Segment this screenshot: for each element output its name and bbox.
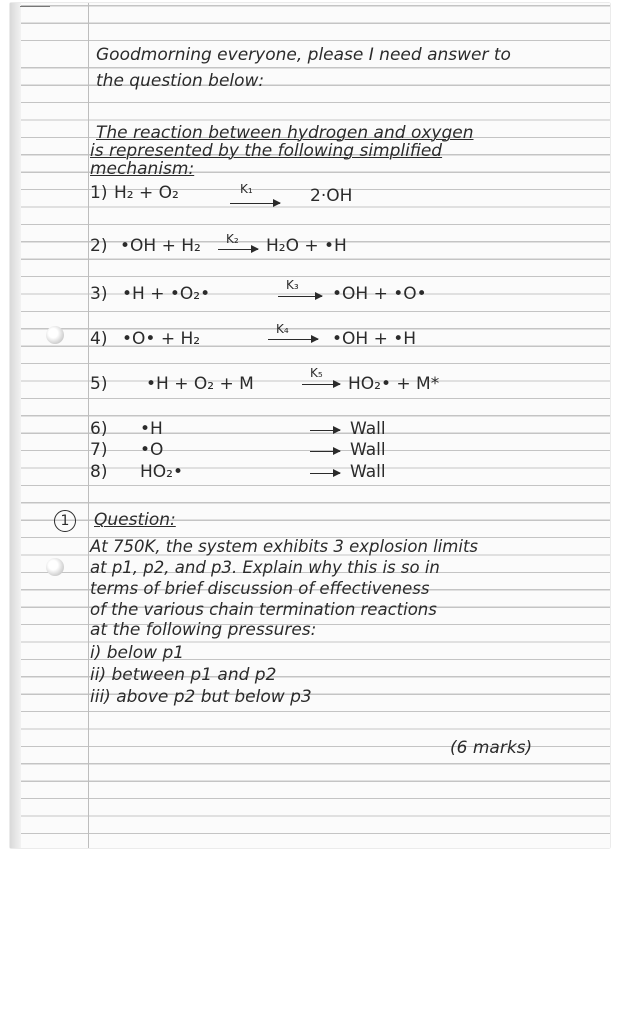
reaction-arrow-icon (310, 451, 340, 452)
question-line-5: at the following pressures: (90, 620, 317, 640)
reaction-reactants: •O (140, 440, 164, 460)
reaction-arrow-icon (230, 203, 280, 204)
reaction-number: 8) (90, 462, 108, 482)
question-line-3: terms of brief discussion of effectiveness (90, 579, 430, 598)
question-heading: Question: (94, 510, 176, 530)
reaction-reactants: H₂ + O₂ (114, 183, 179, 203)
reaction-reactants: •H + O₂ + M (146, 374, 254, 394)
reaction-reactants: •OH + H₂ (120, 236, 201, 256)
reaction-arrow-icon (310, 430, 340, 431)
reaction-reactants: •H + •O₂• (122, 284, 211, 304)
reaction-number: 4) (90, 329, 108, 349)
corner-mark (20, 6, 50, 15)
question-number-badge: 1 (54, 510, 76, 532)
punch-hole-top (46, 326, 64, 344)
greeting-line-2: the question below: (96, 71, 265, 91)
reaction-arrow-icon (302, 384, 340, 385)
reaction-products: HO₂• + M* (348, 374, 440, 394)
reaction-arrow-icon (278, 296, 322, 297)
reaction-arrow-icon (218, 249, 258, 250)
reaction-products: Wall (350, 440, 386, 460)
paper-left-edge (10, 3, 21, 848)
reaction-products: •OH + •O• (332, 284, 427, 304)
reaction-arrow-icon (310, 473, 340, 474)
notebook-paper (10, 3, 610, 848)
question-item-2: ii) between p1 and p2 (90, 665, 277, 685)
intro-line-1: The reaction between hydrogen and oxygen (96, 123, 474, 143)
margin-line (88, 3, 89, 848)
reaction-number: 5) (90, 374, 108, 394)
reaction-products: 2·OH (310, 186, 353, 206)
reaction-number: 2) (90, 236, 108, 256)
punch-hole-bottom (46, 558, 64, 576)
reaction-reactants: HO₂• (140, 462, 184, 482)
intro-line-2: is represented by the following simplified (90, 141, 443, 161)
question-marks: (6 marks) (450, 738, 533, 758)
reaction-number: 1) (90, 183, 108, 203)
reaction-products: Wall (350, 462, 386, 482)
question-item-1: i) below p1 (90, 643, 185, 663)
question-item-3: iii) above p2 but below p3 (90, 687, 312, 707)
reaction-number: 3) (90, 284, 108, 304)
reaction-number: 7) (90, 440, 108, 460)
reaction-arrow-icon (268, 339, 318, 340)
rate-constant: K₅ (310, 366, 323, 380)
reaction-products: H₂O + •H (266, 236, 347, 256)
rate-constant: K₃ (286, 278, 299, 292)
greeting-line-1: Goodmorning everyone, please I need answer to (96, 45, 511, 65)
rate-constant: K₁ (240, 182, 253, 196)
reaction-products: •OH + •H (332, 329, 417, 349)
scan-background (0, 850, 622, 1024)
rate-constant: K₄ (276, 322, 289, 336)
reaction-products: Wall (350, 419, 386, 439)
reaction-number: 6) (90, 419, 108, 439)
rate-constant: K₂ (226, 232, 239, 246)
reaction-reactants: •H (140, 419, 163, 439)
intro-line-3: mechanism: (90, 159, 195, 179)
question-line-1: At 750K, the system exhibits 3 explosion limits (90, 537, 479, 556)
question-line-4: of the various chain termination reactions (90, 600, 437, 619)
question-line-2: at p1, p2, and p3. Explain why this is so in (90, 558, 440, 577)
reaction-reactants: •O• + H₂ (122, 329, 201, 349)
